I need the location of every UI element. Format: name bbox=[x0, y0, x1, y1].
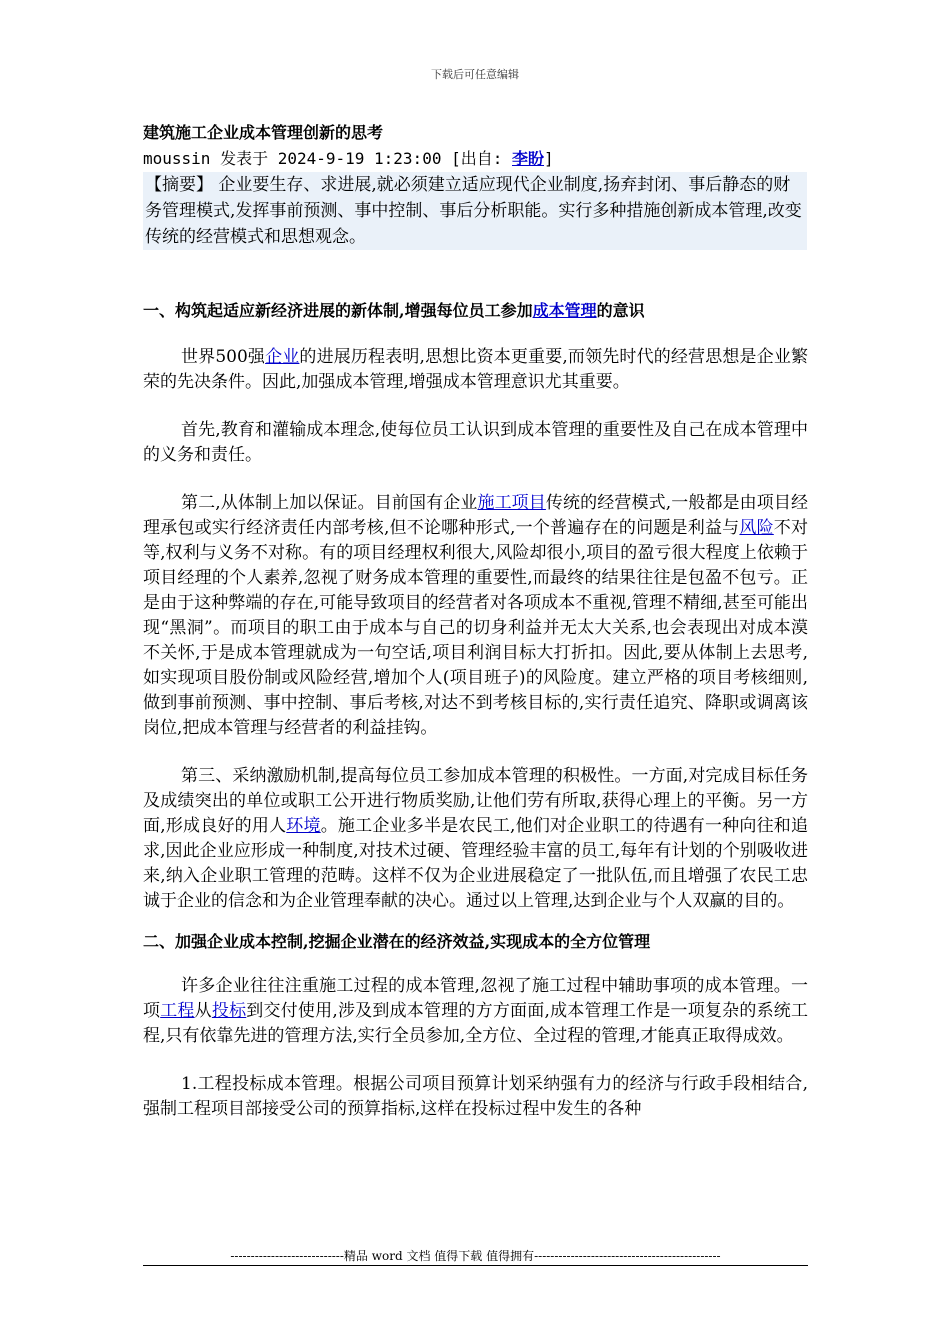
paragraph-text: 许多企业往往注重施工过程的成本管理,忽视了施工过程中辅助事项的成本管理。一项 bbox=[143, 976, 808, 1021]
paragraph-text: 。施工企业多半是农民工,他们对企业职工的待遇有一种向往和追求,因此企业应形成一种制度,对技术过硬、管理经验丰富的员工,每年有计划的个别吸收进来,纳入企业职工管理的范畴。这样不仅为企业进展稳定了一批队伍,而且增强了农民工忠诚于企业的信念和为企业管理奉献的决心。通过以上管理,达到企业与个人双赢的目的。 bbox=[143, 816, 808, 911]
paragraph-text: 第三、采纳激励机制,提高每位员工参加成本管理的积极性。一方面,对完成目标任务及成绩突出的单位或职工公开进行物质奖励,让他们劳有所取,获得心理上的平衡。另一方面,形成良好的用人 bbox=[143, 766, 808, 836]
link-environment[interactable]: 环境 bbox=[286, 816, 321, 836]
paragraph-text: 的进展历程表明,思想比资本更重要,而领先时代的经营思想是企业繁荣的先决条件。因此,加强成本管理,增强成本管理意识尤其重要。 bbox=[143, 347, 809, 392]
footer-text: ----------------------------精品 word 文档 值得下载 值得拥有---------------------------------------------- bbox=[230, 1249, 721, 1263]
article-body bbox=[143, 122, 808, 1122]
section-heading-1 bbox=[143, 299, 808, 323]
article-meta bbox=[143, 148, 808, 170]
paragraph: 首先,教育和灌输成本理念,使每位员工认识到成本管理的重要性及自己在成本管理中的义务和责任。 bbox=[143, 420, 808, 465]
paragraph: 1.工程投标成本管理。根据公司项目预算计划采纳强有力的经济与行政手段相结合,强制工程项目部接受公司的预算指标,这样在投标过程中发生的各种 bbox=[143, 1074, 808, 1119]
paragraph-text: 传统的经营模式,一般都是由项目经理承包或实行经济责任内部考核,但不论哪种形式,一个普遍存在的问题是利益与 bbox=[143, 493, 809, 538]
heading-text: 的意识 bbox=[596, 301, 645, 320]
heading-text: 一、构筑起适应新经济进展的新体制,增强每位员工参加 bbox=[143, 301, 533, 320]
paragraph bbox=[143, 345, 808, 395]
paragraph bbox=[143, 764, 808, 914]
paragraph bbox=[143, 491, 808, 741]
header-note: 下载后可任意编辑 bbox=[431, 68, 519, 81]
meta-suffix: ] bbox=[544, 149, 554, 168]
article-title: 建筑施工企业成本管理创新的思考 bbox=[143, 123, 384, 142]
link-risk[interactable]: 风险 bbox=[739, 518, 774, 538]
paragraph-text: 从 bbox=[194, 1001, 212, 1021]
author-link[interactable]: 李盼 bbox=[512, 149, 545, 168]
paragraph-text: 不对等,权利与义务不对称。有的项目经理权利很大,风险却很小,项目的盈亏很大程度上依赖于项目经理的个人素养,忽视了财务成本管理的重要性,而最终的结果往往是包盈不包亏。正是由于这种弊端的存在,可能导致项目的经营者对各项成本不重视,管理不精细,甚至可能出现“黑洞”。而项目的职工由于成本与自己的切身利益并无太大关系,也会表现出对成本漠不关怀,于是成本管理就成为一句空话,项目利润目标大打折扣。因此,要从体制上去思考,如实现项目股份制或风险经营,增加个人(项目班子)的风险度。建立严格的项目考核细则,做到事前预测、事中控制、事后考核,对达不到考核目标的,实行责任追究、降职或调离该岗位,把成本管理与经营者的利益挂钩。 bbox=[143, 518, 809, 738]
link-construction-project[interactable]: 施工项目 bbox=[477, 493, 546, 513]
abstract-block: 【摘要】 企业要生存、求进展,就必须建立适应现代企业制度,扬弃封闭、事后静态的财务管理模式,发挥事前预测、事中控制、事后分析职能。实行多种措施创新成本管理,改变传统的经营模式和思想观念。 bbox=[143, 172, 807, 250]
link-bidding[interactable]: 投标 bbox=[211, 1001, 247, 1021]
section-heading-2: 二、加强企业成本控制,挖掘企业潜在的经济效益,实现成本的全方位管理 bbox=[143, 932, 651, 951]
paragraph-text: 世界500强 bbox=[181, 347, 266, 367]
footer-divider bbox=[143, 1265, 808, 1266]
paragraph bbox=[143, 974, 808, 1049]
link-enterprise[interactable]: 企业 bbox=[265, 347, 300, 367]
paragraph-text: 第二,从体制上加以保证。目前国有企业 bbox=[181, 493, 478, 513]
meta-prefix: moussin 发表于 2024-9-19 1:23:00 [出自: bbox=[143, 149, 512, 168]
link-project[interactable]: 工程 bbox=[160, 1001, 195, 1021]
link-cost-management[interactable]: 成本管理 bbox=[532, 301, 597, 320]
paragraph-text: 到交付使用,涉及到成本管理的方方面面,成本管理工作是一项复杂的系统工程,只有依靠先进的管理方法,实行全员参加,全方位、全过程的管理,才能真正取得成效。 bbox=[143, 1001, 809, 1046]
